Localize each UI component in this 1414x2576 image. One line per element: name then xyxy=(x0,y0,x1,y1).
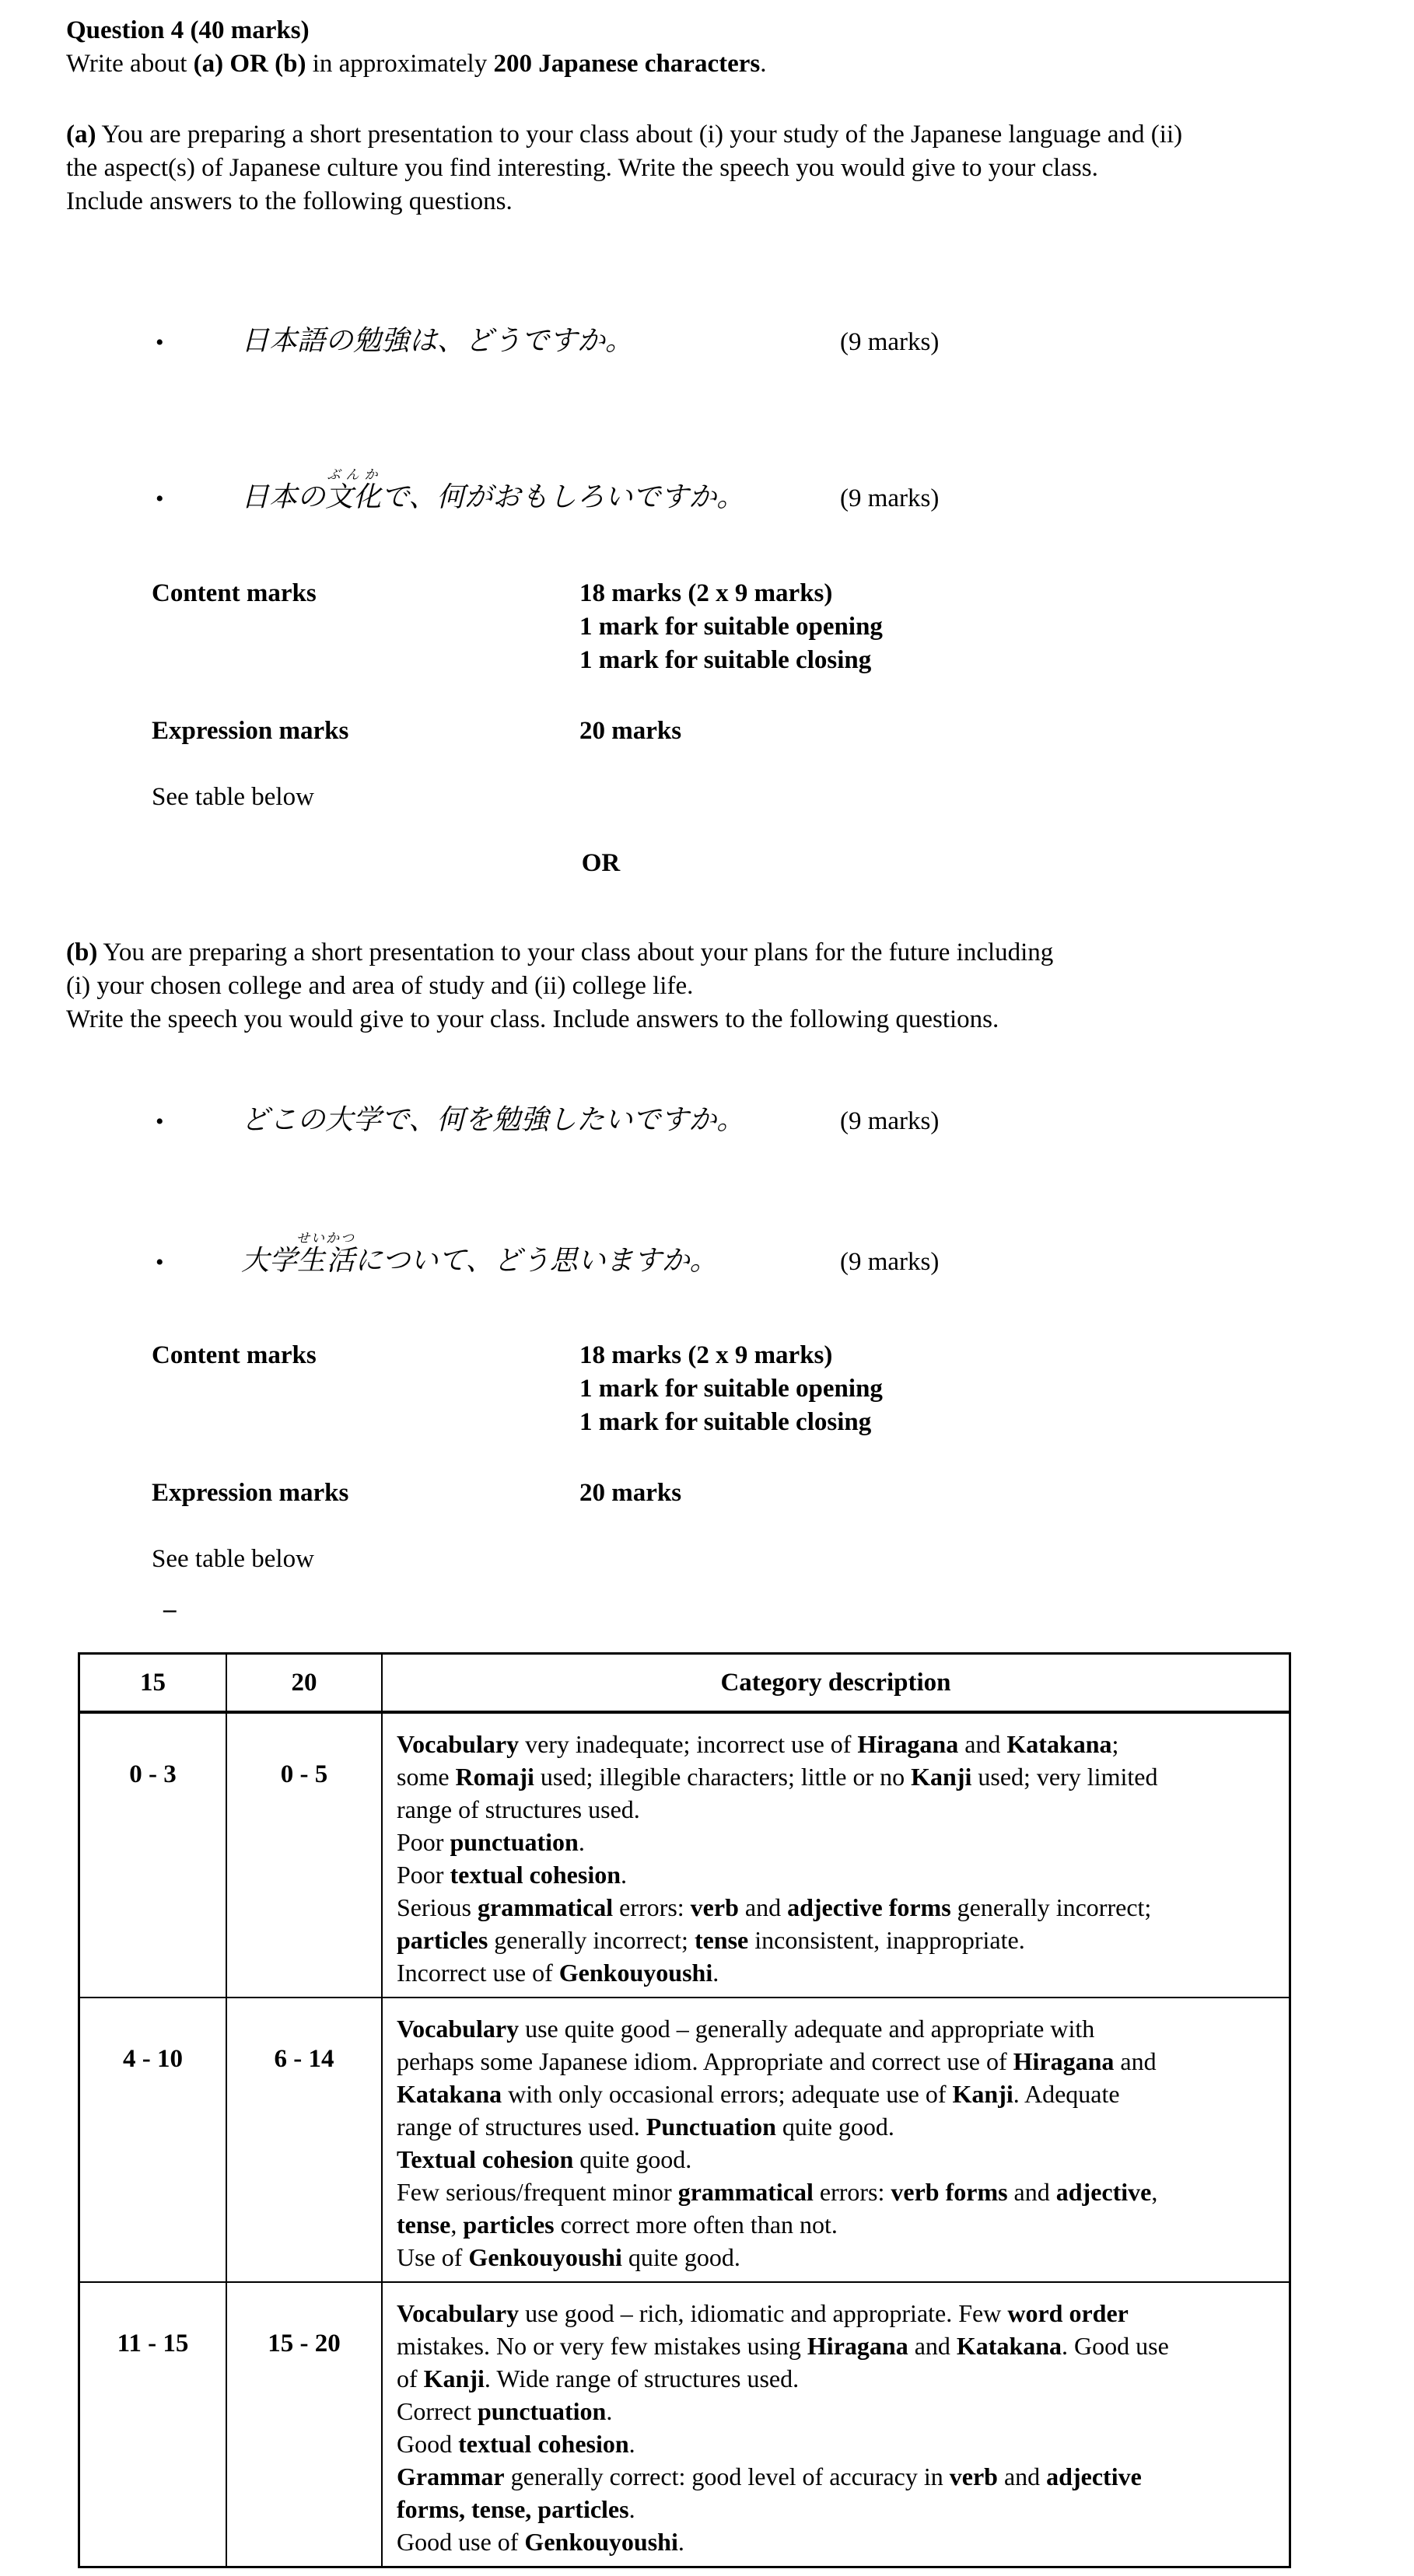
bullet-icon: • xyxy=(156,1109,164,1134)
marks-summary-a xyxy=(66,577,1348,814)
marking-table xyxy=(78,1652,1291,2568)
table-header-15: 15 xyxy=(79,1654,227,1713)
bullet-icon: • xyxy=(156,486,164,512)
content-marks-row xyxy=(66,1339,1348,1439)
category-description-cell: Vocabulary use good – rich, idiomatic and appropriate. Few word order mistakes. No or very few mistakes using Hiragana and Katakana. Good use of Kanji. Wide range of structures used. Correct punctuation. Good textual cohesion. Grammar generally correct: good level of accuracy in verb and adjective forms, tense, particles. Good use of Genkouyoushi. xyxy=(382,2282,1290,2567)
content-marks-value: 1 mark for suitable closing xyxy=(579,1408,872,1436)
question-bullet xyxy=(66,1231,1348,1278)
content-marks-value: 18 marks (2 x 9 marks) xyxy=(579,579,833,607)
furigana: 生活せいかつ xyxy=(296,1231,356,1276)
content-marks-values xyxy=(579,577,883,677)
see-table-note: See table below xyxy=(152,1545,314,1573)
question-instruction: Write about (a) OR (b) in approximately 200 Japanese characters. xyxy=(66,50,767,78)
marking-table-header xyxy=(79,1654,1290,1713)
expression-marks-value: 20 marks xyxy=(579,717,682,745)
expression-marks-row xyxy=(66,1477,1348,1510)
or-divider: OR xyxy=(581,849,621,877)
expression-marks-label: Expression marks xyxy=(152,1479,349,1507)
content-marks-row xyxy=(66,577,1348,677)
score-cell-20: 6 - 14 xyxy=(226,1998,382,2282)
marks-summary-b xyxy=(66,1339,1348,1576)
part-b-paragraph: (b) You are preparing a short presentation to your class about your plans for the future including (i) your chosen college and area of study and (ii) college life. Write the speech you would give to your class. Include answers to the following questions. xyxy=(66,938,1054,1033)
table-header-category: Category description xyxy=(382,1654,1290,1713)
category-description-cell: Vocabulary very inadequate; incorrect use of Hiragana and Katakana; some Romaji used; illegible characters; little or no Kanji used; very limited range of structures used. Poor punctuation. Poor textual cohesion. Serious grammatical errors: verb and adjective forms generally incorrect; particles generally incorrect; tense inconsistent, inappropriate. Incorrect use of Genkouyoushi. xyxy=(382,1712,1290,1998)
table-row xyxy=(79,2282,1290,2567)
content-marks-value: 1 mark for suitable opening xyxy=(579,613,883,641)
bullet-japanese-text xyxy=(241,323,840,358)
table-row xyxy=(79,1998,1290,2282)
bullet-japanese-text: 日本の文化ぶんかで、何がおもしろいですか。 xyxy=(241,467,745,512)
question-bullet xyxy=(66,1103,1348,1138)
table-header-20: 20 xyxy=(226,1654,382,1713)
jp-text: 日本語の勉強は、どうですか。 xyxy=(241,325,634,356)
jp-text: 日本の xyxy=(241,481,326,512)
jp-text: 大学 xyxy=(241,1245,298,1276)
expression-marks-row xyxy=(66,715,1348,748)
jp-text: どこの大学で、何を勉強したいですか。 xyxy=(241,1104,745,1135)
content-marks-value: 18 marks (2 x 9 marks) xyxy=(579,1341,833,1369)
bullet-marks: (9 marks) xyxy=(840,328,940,356)
score-cell-15: 0 - 3 xyxy=(79,1712,227,1998)
score-cell-15: 11 - 15 xyxy=(79,2282,227,2567)
expression-marks-values xyxy=(579,715,681,748)
content-marks-value: 1 mark for suitable opening xyxy=(579,1375,883,1403)
bullet-marks: (9 marks) xyxy=(840,484,940,512)
score-cell-20: 0 - 5 xyxy=(226,1712,382,1998)
question-bullet xyxy=(66,467,1348,515)
see-table-note: See table below xyxy=(152,783,314,811)
question-title: Question 4 (40 marks) xyxy=(66,16,310,44)
dash-mark: – xyxy=(163,1596,177,1624)
content-marks-values xyxy=(579,1339,883,1439)
table-header-row xyxy=(79,1654,1290,1713)
score-cell-20: 15 - 20 xyxy=(226,2282,382,2567)
table-row xyxy=(79,1712,1290,1998)
content-marks-label: Content marks xyxy=(152,579,317,607)
bullet-icon: • xyxy=(156,1250,164,1275)
expression-marks-values xyxy=(579,1477,681,1510)
category-description-cell: Vocabulary use quite good – generally adequate and appropriate with perhaps some Japanese idiom. Appropriate and correct use of Hiragana and Katakana with only occasional errors; adequate use of Kanji. Adequate range of structures used. Punctuation quite good. Textual cohesion quite good. Few serious/frequent minor grammatical errors: verb forms and adjective, tense, particles correct more often than not. Use of Genkouyoushi quite good. xyxy=(382,1998,1290,2282)
bullet-marks: (9 marks) xyxy=(840,1107,940,1135)
content-marks-label: Content marks xyxy=(152,1341,317,1369)
bullet-icon: • xyxy=(156,330,164,355)
part-a-paragraph: (a) You are preparing a short presentation to your class about (i) your study of the Japanese language and (ii) the aspect(s) of Japanese culture you find interesting. Write the speech you would give to your class. Include answers to the following questions. xyxy=(66,121,1183,215)
question-bullet xyxy=(66,323,1348,358)
expression-marks-value: 20 marks xyxy=(579,1479,682,1507)
bullet-japanese-text xyxy=(241,1103,840,1138)
content-marks-value: 1 mark for suitable closing xyxy=(579,646,872,674)
bullet-marks: (9 marks) xyxy=(840,1248,940,1276)
furigana: 文化ぶんか xyxy=(325,467,382,512)
bullet-japanese-text: 大学生活せいかつについて、どう思いますか。 xyxy=(241,1231,718,1276)
score-cell-15: 4 - 10 xyxy=(79,1998,227,2282)
expression-marks-label: Expression marks xyxy=(152,717,349,745)
